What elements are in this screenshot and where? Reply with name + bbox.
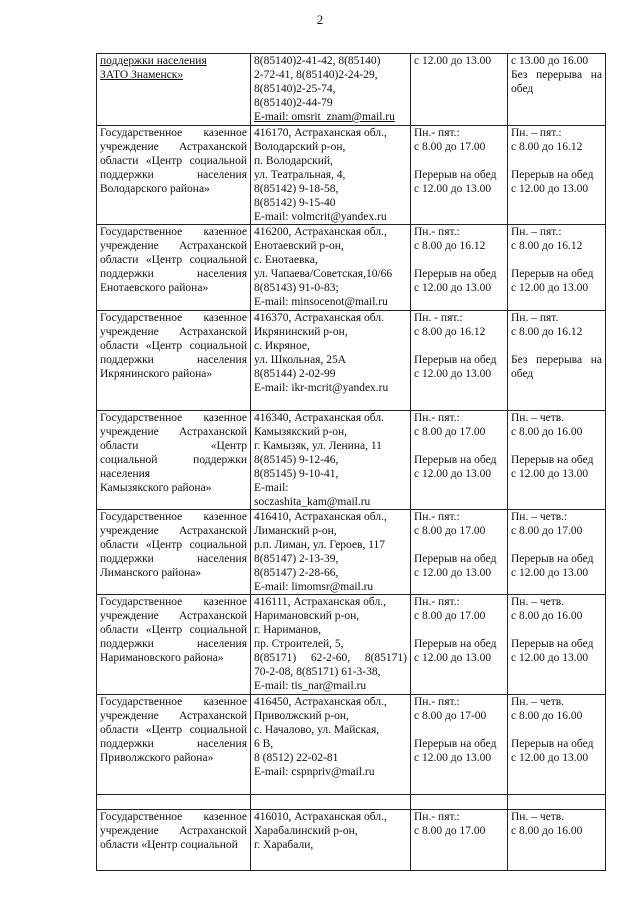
schedule-alt-cell — [508, 411, 606, 510]
cell-line: с 12.00 до 13.00 — [414, 652, 492, 664]
cell-line: Перерыв на обед — [414, 638, 497, 650]
cell-line: E-mail: limomsr@mail.ru — [254, 581, 374, 593]
cell-line: Перерыв на обед — [414, 553, 497, 565]
cell-line: Перерыв на обед — [414, 268, 497, 280]
cell-line: E-mail: omsrit_znam@mail.ru — [254, 111, 395, 123]
cell-line: Харабалинский р-он, — [254, 825, 358, 837]
line-gap — [511, 439, 602, 453]
offices-schedule-table — [96, 53, 606, 871]
table-row — [97, 595, 606, 695]
cell-line: Государственное казенное — [100, 412, 247, 424]
line-gap — [511, 253, 602, 267]
cell-line: Пн.- пят.: — [414, 811, 460, 823]
row-spacer — [97, 795, 606, 810]
schedule-cell — [411, 695, 508, 795]
line-gap — [414, 154, 504, 168]
cell-line: Енотаевского района» — [100, 282, 209, 294]
cell-line: Володарский р-он, — [254, 141, 346, 153]
cell-line: ул. Школьная, 25А — [254, 354, 347, 366]
cell-line: с 12.00 до 13.00 — [511, 183, 589, 195]
schedule-cell — [411, 810, 508, 871]
spacer-cell — [251, 795, 411, 810]
cell-line: поддержки населения — [100, 738, 247, 750]
cell-line: Без перерыва на — [511, 354, 602, 366]
cell-line: 416450, Астраханская обл., — [254, 696, 387, 708]
line-gap — [414, 623, 504, 637]
cell-line: с 12.00 до 13.00 — [414, 183, 492, 195]
cell-line: 8(85143) 91-0-83; — [254, 282, 339, 294]
cell-line: Перерыв на обед — [414, 169, 497, 181]
schedule-alt-cell — [508, 225, 606, 311]
cell-line: Пн. – пят.: — [511, 226, 562, 238]
cell-line: 416370, Астраханская обл. — [254, 312, 384, 324]
cell-line: с 12.00 до 13.00 — [511, 567, 589, 579]
org-name-cell — [97, 311, 251, 411]
cell-line: с 8.00 до 16.12 — [511, 326, 583, 338]
cell-line: учреждение Астраханской — [100, 525, 247, 537]
cell-line: Пн.- пят.: — [414, 412, 460, 424]
cell-line: 70-2-08, 8(85171) 61-3-38, — [254, 666, 381, 678]
cell-line: с 8.00 до 17.00 — [511, 525, 583, 537]
cell-line: 8(85147) 2-28-66, — [254, 567, 339, 579]
cell-line: с 8.00 до 17.00 — [414, 525, 486, 537]
cell-line: учреждение Астраханской — [100, 825, 247, 837]
cell-line: soczashita_kam@mail.ru — [254, 496, 371, 508]
org-name-cell — [97, 411, 251, 510]
cell-line: с 12.00 до 13.00 — [414, 368, 492, 380]
contact-cell — [251, 54, 411, 126]
cell-line: с. Икряное, — [254, 340, 310, 352]
cell-line: населения — [100, 468, 151, 480]
cell-line: с 12.00 до 13.00 — [414, 55, 492, 67]
line-gap — [414, 723, 504, 737]
schedule-alt-cell — [508, 595, 606, 695]
cell-line: Государственное казенное — [100, 226, 247, 238]
cell-line: Государственное казенное — [100, 596, 247, 608]
line-gap — [511, 154, 602, 168]
cell-line: Лиманского района» — [100, 567, 202, 579]
cell-line: Без перерыва на — [511, 69, 602, 81]
cell-line: Пн.- пят.: — [414, 696, 460, 708]
cell-line: с 12.00 до 13.00 — [511, 752, 589, 764]
cell-line: E-mail: ikr-mcrit@yandex.ru — [254, 382, 389, 394]
cell-line: 8(85140)2-41-42, 8(85140) — [254, 55, 381, 67]
table-row — [97, 695, 606, 795]
contact-cell — [251, 126, 411, 225]
cell-line: E-mail: tis_nar@mail.ru — [254, 680, 367, 692]
schedule-alt-cell — [508, 510, 606, 595]
cell-line: 416340, Астраханская обл. — [254, 412, 384, 424]
schedule-cell — [411, 311, 508, 411]
cell-line: области «Центр социальной — [100, 539, 247, 551]
org-name-cell — [97, 126, 251, 225]
cell-line: с 8.00 до 16.00 — [511, 610, 583, 622]
cell-line: Пн. – четв.: — [511, 511, 568, 523]
cell-line: поддержки населения — [100, 638, 247, 650]
cell-line: 8(85140)2-25-74, — [254, 83, 336, 95]
cell-line: 416010, Астраханская обл., — [254, 811, 387, 823]
table-row — [97, 311, 606, 411]
cell-line: 8(85144) 2-02-99 — [254, 368, 336, 380]
cell-line: Пн. – четв. — [511, 696, 565, 708]
table-row — [97, 225, 606, 311]
line-gap — [414, 339, 504, 353]
cell-line: 8(85142) 9-15-40 — [254, 197, 336, 209]
cell-line: Перерыв на обед — [414, 354, 497, 366]
cell-line: г. Харабали, — [254, 839, 314, 851]
cell-line: области «Центр социальной — [100, 724, 247, 736]
cell-line: с 8.00 до 17.00 — [414, 141, 486, 153]
schedule-cell — [411, 595, 508, 695]
cell-line: Перерыв на обед — [414, 454, 497, 466]
cell-line: Пн. – четв. — [511, 811, 565, 823]
cell-line: Перерыв на обед — [511, 169, 594, 181]
table-row — [97, 54, 606, 126]
org-name-cell — [97, 54, 251, 126]
org-name-cell — [97, 595, 251, 695]
cell-line: Пн. – пят.: — [511, 127, 562, 139]
cell-line: Приволжского района» — [100, 752, 214, 764]
cell-line: п. Володарский, — [254, 155, 333, 167]
cell-line: Енотаевский р-он, — [254, 240, 344, 252]
page-number: 2 — [316, 12, 324, 27]
cell-line: р.п. Лиман, ул. Героев, 117 — [254, 539, 386, 551]
cell-line: с 8.00 до 17.00 — [414, 426, 486, 438]
cell-line: области «Центр социальной — [100, 340, 247, 352]
spacer-cell — [411, 795, 508, 810]
cell-line: с 12.00 до 13.00 — [414, 468, 492, 480]
line-gap — [414, 439, 504, 453]
contact-cell — [251, 311, 411, 411]
schedule-alt-cell — [508, 810, 606, 871]
cell-line: с 13.00 до 16.00 — [511, 55, 589, 67]
cell-line: с 12.00 до 13.00 — [414, 567, 492, 579]
cell-line: обед — [511, 368, 534, 380]
cell-line: с 8.00 до 16.12 — [511, 240, 583, 252]
cell-line: поддержки населения — [100, 553, 247, 565]
cell-line: Пн. – пят. — [511, 312, 559, 324]
cell-line: Приволжский р-он, — [254, 710, 349, 722]
cell-line: г. Нариманов, — [254, 624, 321, 636]
schedule-cell — [411, 225, 508, 311]
line-gap — [511, 538, 602, 552]
cell-line: учреждение Астраханской — [100, 610, 247, 622]
cell-line: Пн.- пят.: — [414, 511, 460, 523]
cell-line: 416200, Астраханская обл., — [254, 226, 387, 238]
schedule-cell — [411, 54, 508, 126]
cell-line: с 8.00 до 16.12 — [511, 141, 583, 153]
table-row — [97, 411, 606, 510]
cell-line: Лиманский р-он, — [254, 525, 337, 537]
schedule-cell — [411, 411, 508, 510]
cell-line: учреждение Астраханской — [100, 426, 247, 438]
cell-line: 416111, Астраханская обл., — [254, 596, 386, 608]
cell-line: пр. Строителей, 5, — [254, 638, 344, 650]
contact-cell — [251, 595, 411, 695]
cell-line: учреждение Астраханской — [100, 326, 247, 338]
cell-line: Перерыв на обед — [511, 454, 594, 466]
cell-line: 2-72-41, 8(85140)2-24-29, — [254, 69, 378, 81]
cell-line: Володарского района» — [100, 183, 210, 195]
cell-line: 8(85142) 9-18-58, — [254, 183, 339, 195]
cell-line: области «Центр социальной — [100, 624, 247, 636]
cell-line: Перерыв на обед — [511, 738, 594, 750]
cell-line: Икрянинский р-он, — [254, 326, 348, 338]
schedule-alt-cell — [508, 54, 606, 126]
cell-line: Икрянинского района» — [100, 368, 213, 380]
cell-line: с 12.00 до 13.00 — [414, 282, 492, 294]
cell-line: Государственное казенное — [100, 511, 247, 523]
line-gap — [511, 723, 602, 737]
cell-line: ЗАТО Знаменск» — [100, 69, 184, 81]
cell-line: с 12.00 до 13.00 — [414, 752, 492, 764]
cell-line: поддержки населения — [100, 169, 247, 181]
schedule-alt-cell — [508, 126, 606, 225]
line-gap — [511, 623, 602, 637]
table-row — [97, 810, 606, 871]
cell-line: E-mail: cspnpriv@mail.ru — [254, 766, 375, 778]
cell-line: области «Центр социальной — [100, 839, 238, 851]
schedule-cell — [411, 510, 508, 595]
line-gap — [414, 253, 504, 267]
schedule-alt-cell — [508, 311, 606, 411]
cell-line: Пн. – четв. — [511, 412, 565, 424]
line-gap — [414, 538, 504, 552]
cell-line: с 8.00 до 16.00 — [511, 825, 583, 837]
cell-line: Перерыв на обед — [511, 638, 594, 650]
spacer-cell — [508, 795, 606, 810]
cell-line: учреждение Астраханской — [100, 710, 247, 722]
cell-line: Камызякского района» — [100, 482, 212, 494]
cell-line: области «Центр — [100, 440, 247, 452]
cell-line: с. Енотаевка, — [254, 254, 318, 266]
cell-line: 8(85171) 62-2-60, 8(85171) — [254, 652, 407, 664]
cell-line: области «Центр социальной — [100, 155, 247, 167]
cell-line: с 8.00 до 17.00 — [414, 610, 486, 622]
org-name-cell — [97, 510, 251, 595]
cell-line: E-mail: minsocenot@mail.ru — [254, 296, 388, 308]
cell-line: E-mail: — [254, 482, 289, 494]
contact-cell — [251, 695, 411, 795]
cell-line: с 8.00 до 17.00 — [414, 825, 486, 837]
cell-line: обед — [511, 83, 534, 95]
cell-line: с. Началово, ул. Майская, — [254, 724, 380, 736]
cell-line: Наримановский р-он, — [254, 610, 360, 622]
cell-line: Государственное казенное — [100, 127, 247, 139]
cell-line: с 12.00 до 13.00 — [511, 652, 589, 664]
cell-line: Государственное казенное — [100, 312, 247, 324]
cell-line: Наримановского района» — [100, 652, 224, 664]
schedule-cell — [411, 126, 508, 225]
cell-line: ул. Чапаева/Советская,10/66 — [254, 268, 393, 280]
cell-line: Камызякский р-он, — [254, 426, 347, 438]
cell-line: 8(85145) 9-12-46, — [254, 454, 339, 466]
org-name-cell — [97, 695, 251, 795]
cell-line: 8 (8512) 22-02-81 — [254, 752, 339, 764]
cell-line: с 8.00 до 16.12 — [414, 326, 486, 338]
cell-line: учреждение Астраханской — [100, 141, 247, 153]
cell-line: E-mail: volmcrit@yandex.ru — [254, 211, 387, 223]
cell-line: области «Центр социальной — [100, 254, 247, 266]
cell-line: Пн. – четв. — [511, 596, 565, 608]
cell-line: с 12.00 до 13.00 — [511, 282, 589, 294]
cell-line: Пн.- пят.: — [414, 127, 460, 139]
cell-line: 8(85145) 9-10-41, — [254, 468, 339, 480]
cell-line: 416170, Астраханская обл., — [254, 127, 387, 139]
cell-line: 8(85140)2-44-79 — [254, 97, 333, 109]
cell-line: социальной поддержки — [100, 454, 247, 466]
cell-line: Перерыв на обед — [414, 738, 497, 750]
schedule-alt-cell — [508, 695, 606, 795]
contact-cell — [251, 510, 411, 595]
cell-line: с 12.00 до 13.00 — [511, 468, 589, 480]
cell-line: с 8.00 до 17-00 — [414, 710, 487, 722]
cell-line: Государственное казенное — [100, 811, 247, 823]
cell-line: 8(85147) 2-13-39, — [254, 553, 339, 565]
cell-line: Перерыв на обед — [511, 268, 594, 280]
cell-line: 6 В, — [254, 738, 274, 750]
spacer-cell — [97, 795, 251, 810]
cell-line: ул. Театральная, 4, — [254, 169, 346, 181]
cell-line: поддержки населения — [100, 354, 247, 366]
cell-line: с 8.00 до 16.12 — [414, 240, 486, 252]
contact-cell — [251, 810, 411, 871]
cell-line: Пн.- пят.: — [414, 226, 460, 238]
table-row — [97, 126, 606, 225]
contact-cell — [251, 411, 411, 510]
table-row — [97, 510, 606, 595]
org-name-cell — [97, 810, 251, 871]
cell-line: 416410, Астраханская обл., — [254, 511, 387, 523]
cell-line: с 8.00 до 16.00 — [511, 710, 583, 722]
cell-line: Перерыв на обед — [511, 553, 594, 565]
cell-line: учреждение Астраханской — [100, 240, 247, 252]
cell-line: Пн.- пят.: — [414, 596, 460, 608]
cell-line: Государственное казенное — [100, 696, 247, 708]
cell-line: поддержки населения — [100, 55, 207, 67]
line-gap — [511, 339, 602, 353]
org-name-cell — [97, 225, 251, 311]
contact-cell — [251, 225, 411, 311]
cell-line: Пн. - пят.: — [414, 312, 463, 324]
cell-line: поддержки населения — [100, 268, 247, 280]
cell-line: г. Камызяк, ул. Ленина, 11 — [254, 440, 382, 452]
cell-line: с 8.00 до 16.00 — [511, 426, 583, 438]
